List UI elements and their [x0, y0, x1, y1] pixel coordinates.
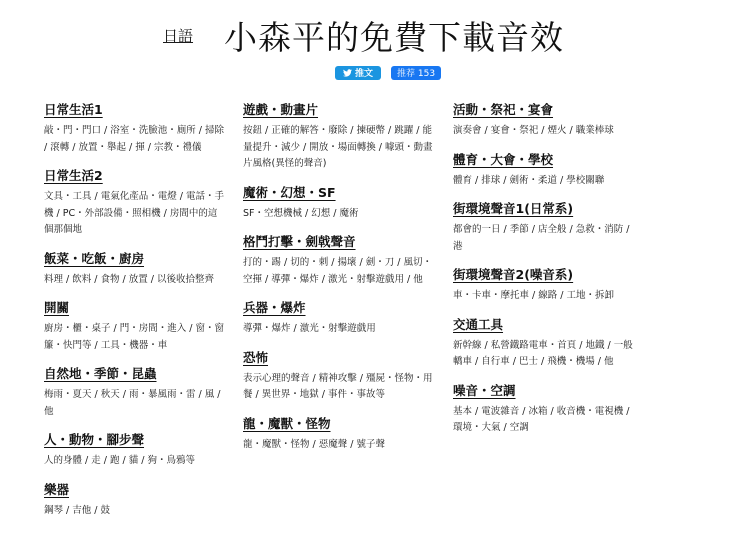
category-title-link[interactable]: 日常生活2	[44, 168, 103, 183]
page-title: 小森平的免費下載音效	[224, 18, 564, 57]
category-subitems[interactable]: 梅雨・夏天 / 秋天 / 雨・暴風雨・雷 / 風 / 他	[44, 389, 221, 417]
category-block	[44, 297, 224, 354]
category-subitems[interactable]: 基本 / 電波雜音 / 冰箱 / 收音機・電視機 / 環境・大氣 / 空調	[453, 405, 630, 433]
category-block	[44, 363, 224, 420]
category-subitems[interactable]: 表示心理的聲音 / 精神攻擊 / 殭屍・怪物・用餐 / 異世界・地獄 / 事件・事故等	[243, 372, 433, 400]
category-subitems[interactable]: 體育 / 排球 / 劍術・柔道 / 學校關聯	[453, 174, 605, 186]
category-title-link[interactable]: 恐怖	[243, 349, 269, 365]
category-title-link[interactable]: 街環境聲音2(噪音系)	[453, 267, 574, 282]
facebook-like-button[interactable]	[391, 66, 441, 80]
category-subitems[interactable]: 文具・工具 / 電氣化產品・電燈 / 電話・手機 / PC・外部設備・照相機 / 房間中的這個那個地	[44, 191, 224, 235]
category-subitems[interactable]: 料理 / 飲料 / 食物 / 放置 / 以後收拾整齊	[44, 273, 214, 285]
category-block	[44, 248, 224, 289]
category-block	[243, 413, 433, 454]
category-subitems[interactable]: 都會的一日 / 季節 / 店全般 / 急救・消防 / 港	[453, 224, 630, 252]
category-block	[453, 99, 638, 140]
language-link[interactable]: 日語	[163, 27, 194, 45]
category-block	[453, 314, 638, 371]
category-subitems[interactable]: 按鈕 / 正確的解答・廢除 / 揀硬幣 / 跳躍 / 能量提升・減少 / 開放・場面轉換 / 噱頭・動畫片風格(異怪的聲音)	[243, 125, 433, 169]
category-subitems[interactable]: 導彈・爆炸 / 激光・射擊遊戲用	[243, 323, 376, 334]
category-title-link[interactable]: 樂器	[44, 481, 70, 497]
category-column-1	[44, 99, 224, 528]
category-column-2	[243, 99, 433, 462]
category-title-link[interactable]: 體育・大會・學校	[453, 151, 554, 167]
category-block	[44, 479, 224, 520]
category-column-3	[453, 99, 638, 446]
category-block	[243, 99, 433, 173]
category-block	[243, 182, 433, 223]
category-title-link[interactable]: 噪音・空調	[453, 382, 516, 398]
category-subitems[interactable]: 新幹線 / 私營鐵路電車・首頁 / 地鐵 / 一般轎車 / 自行車 / 巴士 / 飛機・機場 / 他	[453, 339, 633, 367]
category-block	[44, 99, 224, 156]
twitter-bird-icon	[343, 69, 352, 77]
category-subitems[interactable]: 龍・魔獸・怪物 / 惡魔聲 / 號子聲	[243, 438, 385, 450]
category-subitems[interactable]: 廚房・櫃・桌子 / 門・房間・進入 / 窗・窗簾・快門等 / 工具・機器・車	[44, 323, 224, 351]
category-subitems[interactable]: 鋼琴 / 吉他 / 鼓	[44, 504, 110, 516]
category-block	[243, 347, 433, 404]
category-block	[453, 264, 638, 305]
category-subitems[interactable]: 人的身體 / 走 / 跑 / 貓 / 狗・鳥鴉等	[44, 455, 195, 466]
category-title-link[interactable]: 格鬥打擊・劍戟聲音	[243, 234, 356, 249]
category-block	[243, 231, 433, 288]
tweet-label: 推文	[354, 69, 373, 79]
category-subitems[interactable]: 演奏會 / 宴會・祭祀 / 煙火 / 職業棒球	[453, 125, 614, 136]
category-block	[453, 149, 638, 190]
tweet-button[interactable]	[335, 66, 381, 80]
category-title-link[interactable]: 飯菜・吃飯・廚房	[44, 250, 145, 266]
category-title-link[interactable]: 遊戲・動畫片	[243, 102, 319, 117]
share-bar	[335, 65, 441, 80]
category-title-link[interactable]: 兵器・爆炸	[243, 300, 306, 315]
category-title-link[interactable]: 日常生活1	[44, 102, 103, 117]
category-title-link[interactable]: 魔術・幻想・SF	[243, 184, 336, 200]
category-block	[453, 380, 638, 437]
category-subitems[interactable]: 敲・門・門口 / 浴室・洗臉池・廁所 / 掃除 / 滾轉 / 放置・舉起 / 揮 / 宗教・禮儀	[44, 125, 224, 153]
category-title-link[interactable]: 龍・魔獸・怪物	[243, 415, 331, 431]
category-subitems[interactable]: 打的・踢 / 切的・刺 / 揚壞 / 劍・刀 / 風切・空揮 / 導彈・爆炸 / 激光・射擊遊戲用 / 他	[243, 257, 432, 285]
category-block	[44, 165, 224, 239]
category-subitems[interactable]: SF・空想機械 / 幻想 / 魔術	[243, 207, 359, 219]
category-title-link[interactable]: 人・動物・腳步聲	[44, 432, 145, 447]
category-title-link[interactable]: 交通工具	[453, 316, 504, 332]
like-label: 推荐 153	[397, 69, 436, 79]
category-title-link[interactable]: 開關	[44, 300, 70, 315]
category-block	[453, 198, 638, 255]
category-subitems[interactable]: 車・卡車・摩托車 / 線路 / 工地・拆卸	[453, 290, 614, 301]
category-block	[44, 429, 224, 470]
category-title-link[interactable]: 街環境聲音1(日常系)	[453, 201, 574, 216]
category-title-link[interactable]: 活動・祭祀・宴會	[453, 102, 554, 117]
category-block	[243, 297, 433, 338]
category-title-link[interactable]: 自然地・季節・昆蟲	[44, 366, 157, 381]
